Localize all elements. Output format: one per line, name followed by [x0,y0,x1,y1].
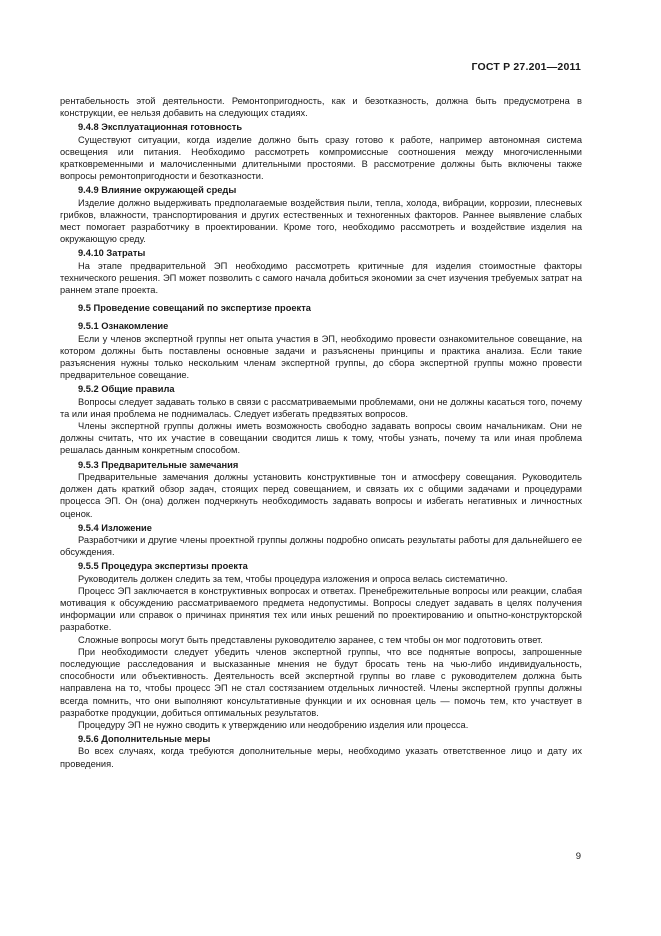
paragraph: рентабельность этой деятельности. Ремонтопригодность, как и безотказность, должна быть предусмотрена в конструкции, ее нельзя добавить на следующих стадиях. [60,96,582,119]
page-number: 9 [575,851,581,862]
section-heading: 9.5.6 Дополнительные меры [78,734,211,745]
paragraph: Вопросы следует задавать только в связи с рассматриваемыми проблемами, они не должны касаться того, почему та или иная проблема не поднималась. Следует избегать предвзятых вопросов. [60,396,582,419]
section-heading: 9.4.8 Эксплуатационная готовность [78,122,243,133]
paragraph: Разработчики и другие члены проектной группы должны подробно описать результаты работы для дальнейшего ее обсуждения. [60,534,582,558]
paragraph: Если у членов экспертной группы нет опыта участия в ЭП, необходимо провести ознакомительное совещание, на котором должны быть поставлены основные задачи и разъяснены принципы и практика анализа. Если такие разъяснения нужны только нескольким членам экспертной группы, до сбора экспертной группы можно провести предварительное совещание. [60,333,582,381]
document-header: ГОСТ Р 27.201—2011 [471,61,581,73]
paragraph: Члены экспертной группы должны иметь возможность свободно задавать вопросы своим начальникам. Они не должны считать, что их участие в совещании сводится лишь к тому, чтобы узнать, почему та или иная проблема решалась данным конкретным способом. [60,421,582,456]
section-heading: 9.5 Проведение совещаний по экспертизе проекта [78,303,311,314]
section-heading: 9.5.2 Общие правила [78,384,175,395]
paragraph: На этапе предварительной ЭП необходимо рассмотреть критичные для изделия стоимостные факторы технического решения. ЭП может позволить с самого начала добиться экономии за счет изучения требуемых затрат на раннем этапе проекта. [60,260,582,296]
section-heading: 9.5.4 Изложение [78,522,152,533]
paragraph: Во всех случаях, когда требуются дополнительные меры, необходимо указать ответственное лицо и дату их проведения. [60,746,582,769]
paragraph: Существуют ситуации, когда изделие должно быть сразу готово к работе, например автономная система освещения или питания. Необходимо рассмотреть компромиссные соотношения между многочисленными кратковременными и малочисленными длительными простоями. В рассмотрение должны быть включены также вопросы ремонтопригодности и безотказности. [60,134,582,182]
section-heading: 9.5.3 Предварительные замечания [78,459,239,470]
section-heading: 9.5.1 Ознакомление [78,321,169,332]
paragraph: Изделие должно выдерживать предполагаемые воздействия пыли, тепла, холода, вибрации, коррозии, плесневых грибков, влажности, транспортирования и других естественных и техногенных факторов. Раннее выявление слабых мест помогает разработчику в проектировании. Кроме того, необходимо рассмотреть и воздействие изделия на окружающую среду. [60,197,582,245]
section-heading: 9.4.9 Влияние окружающей среды [78,185,237,196]
paragraph: Процесс ЭП заключается в конструктивных вопросах и ответах. Пренебрежительные вопросы или реакции, слабая мотивация к обсуждению рассматриваемого предмета недопустимы. Вопросы следует задавать в целях получения информации или справок о причинах принятия тех или иных решений по проектированию и опытно-конструкторской разработке. [60,585,582,633]
paragraph: Предварительные замечания должны установить конструктивные тон и атмосферу совещания. Руководитель должен дать краткий обзор задач, стоящих перед совещанием, и связать их с общими задачами и процедурами процесса ЭП. Он (она) должен подчеркнуть необходимость задавать вопросы и избегать негативных и личностных оценок. [60,471,582,519]
document-body [60,95,582,770]
section-heading: 9.5.5 Процедура экспертизы проекта [78,561,248,572]
paragraph: Процедуру ЭП не нужно сводить к утверждению или неодобрению изделия или процесса. [78,719,469,730]
paragraph: Сложные вопросы могут быть представлены руководителю заранее, с тем чтобы он мог подготовить ответ. [78,634,543,645]
paragraph: Руководитель должен следить за тем, чтобы процедура изложения и опроса велась систематично. [78,573,508,584]
section-heading: 9.4.10 Затраты [78,248,146,259]
paragraph: При необходимости следует убедить членов экспертной группы, что все поднятые вопросы, запрошенные последующие расследования и высказанные мнения не будут бросать тень на чью-либо индивидуальность, способности или объективность. Деятельность всей экспертной группы во главе с руководителем должна быть направлена на то, чтобы процесс ЭП не стал состязанием отдельных личностей. Члены экспертной группы должны всегда помнить, что они выполняют консультативные функции и их основная цель — помочь тем, кто участвует в разработке продукции, добиться оптимальных результатов. [60,646,582,718]
